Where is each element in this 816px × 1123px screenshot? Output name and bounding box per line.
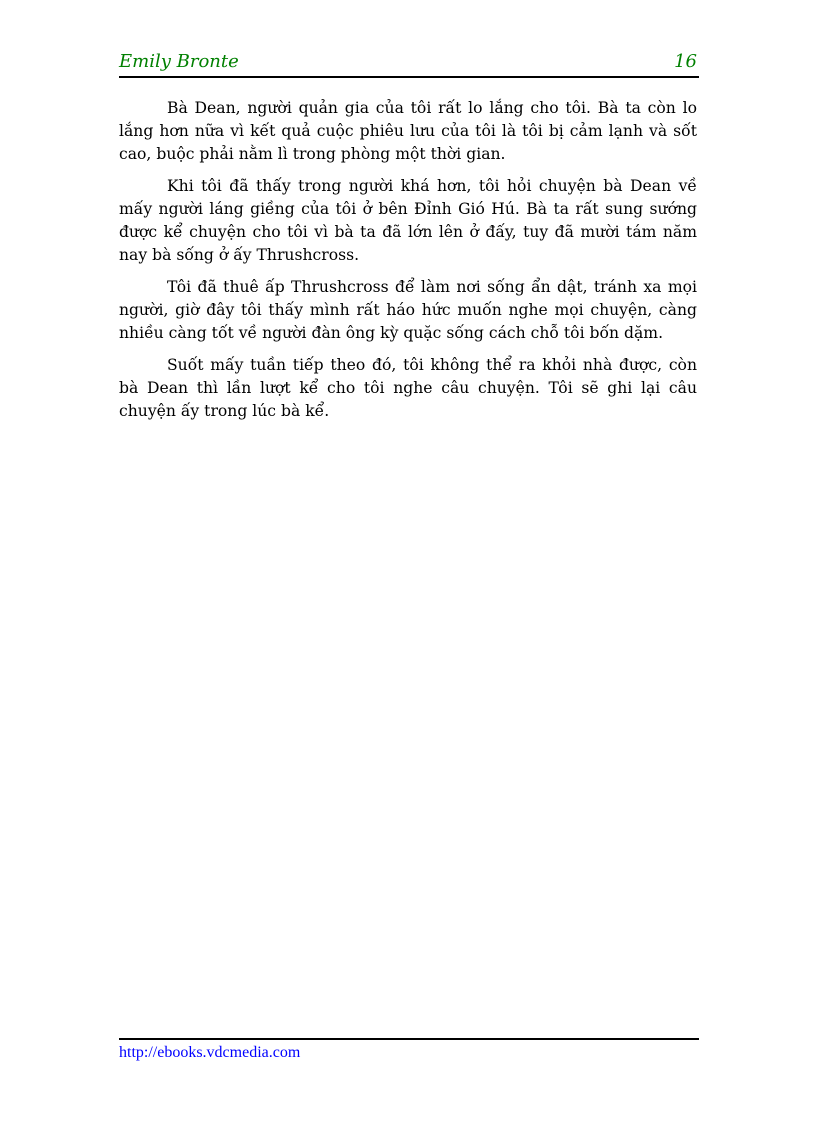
footer-divider	[119, 1038, 699, 1040]
paragraph-2: Khi tôi đã thấy trong người khá hơn, tôi hỏi chuyện bà Dean về mấy người láng giềng của tôi ở bên Đỉnh Gió Hú. Bà ta rất sung sướng được kể chuyện cho tôi vì bà ta đã lớn lên ở đấy, tuy đã mười tám năm nay bà sống ở ấy Thrushcross.	[119, 177, 697, 264]
page-header	[119, 50, 699, 78]
paragraph-4: Suốt mấy tuần tiếp theo đó, tôi không thể ra khỏi nhà được, còn bà Dean thì lần lượt kể cho tôi nghe câu chuyện. Tôi sẽ ghi lại câu chuyện ấy trong lúc bà kể.	[119, 356, 697, 420]
header-divider	[119, 76, 699, 78]
footer-link[interactable]: http://ebooks.vdcmedia.com	[119, 1044, 301, 1061]
paragraph-3: Tôi đã thuê ấp Thrushcross để làm nơi sống ẩn dật, tránh xa mọi người, giờ đây tôi thấy mình rất háo hức muốn nghe mọi chuyện, càng nhiều càng tốt về người đàn ông kỳ quặc sống cách chỗ tôi bốn dặm.	[119, 278, 697, 342]
paragraph-1: Bà Dean, người quản gia của tôi rất lo lắng cho tôi. Bà ta còn lo lắng hơn nữa vì kết quả cuộc phiêu lưu của tôi là tôi bị cảm lạnh và sốt cao, buộc phải nằm lì trong phòng một thời gian.	[119, 99, 697, 163]
body-text	[119, 97, 697, 432]
header-author: Emily Bronte	[119, 51, 239, 72]
page-footer	[119, 1038, 699, 1068]
header-page-number: 16	[674, 51, 697, 72]
